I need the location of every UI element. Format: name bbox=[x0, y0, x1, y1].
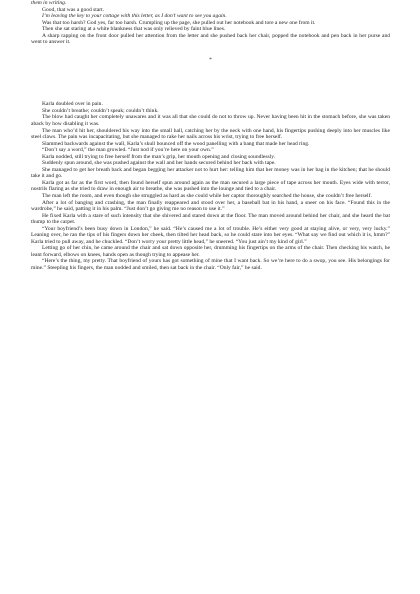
paragraph: She managed to get her breath back and began begging her attacker not to hurt her: telling him that her money was in her bag in the kitchen; that he should take it and go. bbox=[31, 166, 390, 180]
section-one bbox=[31, 0, 390, 46]
paragraph: I’m leaving the key to your cottage with this letter, as I don’t want to see you again. bbox=[42, 13, 227, 20]
paragraph: After a lot of banging and crashing, the man finally reappeared and stood over her, a baseball bat in his hand, a sneer on his face. “Found this in the wardrobe,” he said, patting it in his palm. “Just don’t go giving me no reason to use it.” bbox=[31, 199, 390, 213]
paragraph: Karla nodded, still trying to free herself from the man’s grip, her mouth opening and closing soundlessly. bbox=[42, 153, 276, 160]
paragraph: Karla got as far as the first word, then found herself spun around again as the man secured a large piece of tape across her mouth. Eyes wide with terror, nostrils flaring as she tried to draw in enough air to breathe, she was pushed into the lounge and tied to a chair. bbox=[31, 179, 390, 193]
paragraph: A sharp rapping on the front door pulled her attention from the letter and she pushed back her chair, popped the notebook and pen back in her purse and went to answer it. bbox=[31, 32, 390, 46]
book-page bbox=[31, 0, 390, 272]
paragraph: Then she sat staring at a white blankness that was only relieved by faint blue lines. bbox=[42, 26, 226, 33]
paragraph: Karla doubled over in pain. bbox=[42, 101, 103, 108]
paragraph: The man left the room, and even though she struggled as hard as she could while her captor thoroughly searched the house, she couldn’t free herself. bbox=[42, 192, 372, 199]
paragraph: The blow had caught her completely unawares and it was all that she could do not to throw up. Never having been hit in the stomach before, she was taken aback by how disabling it was. bbox=[31, 114, 390, 127]
paragraph: “Here’s the thing, my pretty. That boyfriend of yours has got something of mine that I want back. So we’re here to do a swop, you see. His belongings for mine.” Steepling his fingers, the man nodded and smiled, then sat back in the chair. “Only fair,” he said. bbox=[31, 258, 390, 271]
paragraph: Slammed backwards against the wall, Karla’s skull bounced off the wood panelling with a bang that made her head ring. bbox=[42, 140, 310, 147]
paragraph: She couldn’t breathe; couldn’t speak; couldn’t think. bbox=[42, 107, 159, 114]
section-two bbox=[31, 101, 390, 271]
paragraph: Suddenly spun around, she was pushed against the wall and her hands secured behind her back with tape. bbox=[42, 160, 276, 167]
paragraph: Was that too harsh? God yes, far too harsh. Crumpling up the page, she pulled out her notebook and tore a new one from it. bbox=[42, 19, 316, 26]
paragraph: them in writing. bbox=[31, 0, 67, 6]
paragraph: The man who’d hit her, shouldered his way into the small hall, catching her by the neck with one hand, his fingertips pushing deeply into her muscles like steel claws. The pain was incapacitating, but she managed to rake her nails across his wrist, trying to free herself. bbox=[31, 127, 390, 141]
paragraph: “Your boyfriend’s been busy down in London,” he said. “He’s caused me a lot of trouble. He’s either very good at staying alive, or very, very lucky.” Leaning over, he ran the tips of his fingers down her cheek, then tilted her head back, so he could stare into her eyes. “What say we find out which it is, hmm?” Karla tried to pull away, and he chuckled. “Don’t worry your pretty little head,” he sneered. “You just ain’t my kind of girl.” bbox=[31, 225, 390, 245]
paragraph: “Don’t say a word,” the man growled. “Just nod if you’re here on your own.” bbox=[42, 147, 214, 154]
scene-break-separator: * bbox=[209, 56, 212, 63]
paragraph: He fixed Karla with a stare of such intensity that she shivered and stared down at the floor. The man moved around behind her chair, and she heard the bat thump to the carpet. bbox=[31, 212, 390, 226]
paragraph: Letting go of her chin, he came around the chair and sat down opposite her, drumming his fingertips on the arms of the chair. Then checking his watch, he leant forward, elbows on knees, hands open as though trying to appease her. bbox=[31, 245, 390, 258]
paragraph: Good, that was a good start. bbox=[42, 6, 105, 13]
